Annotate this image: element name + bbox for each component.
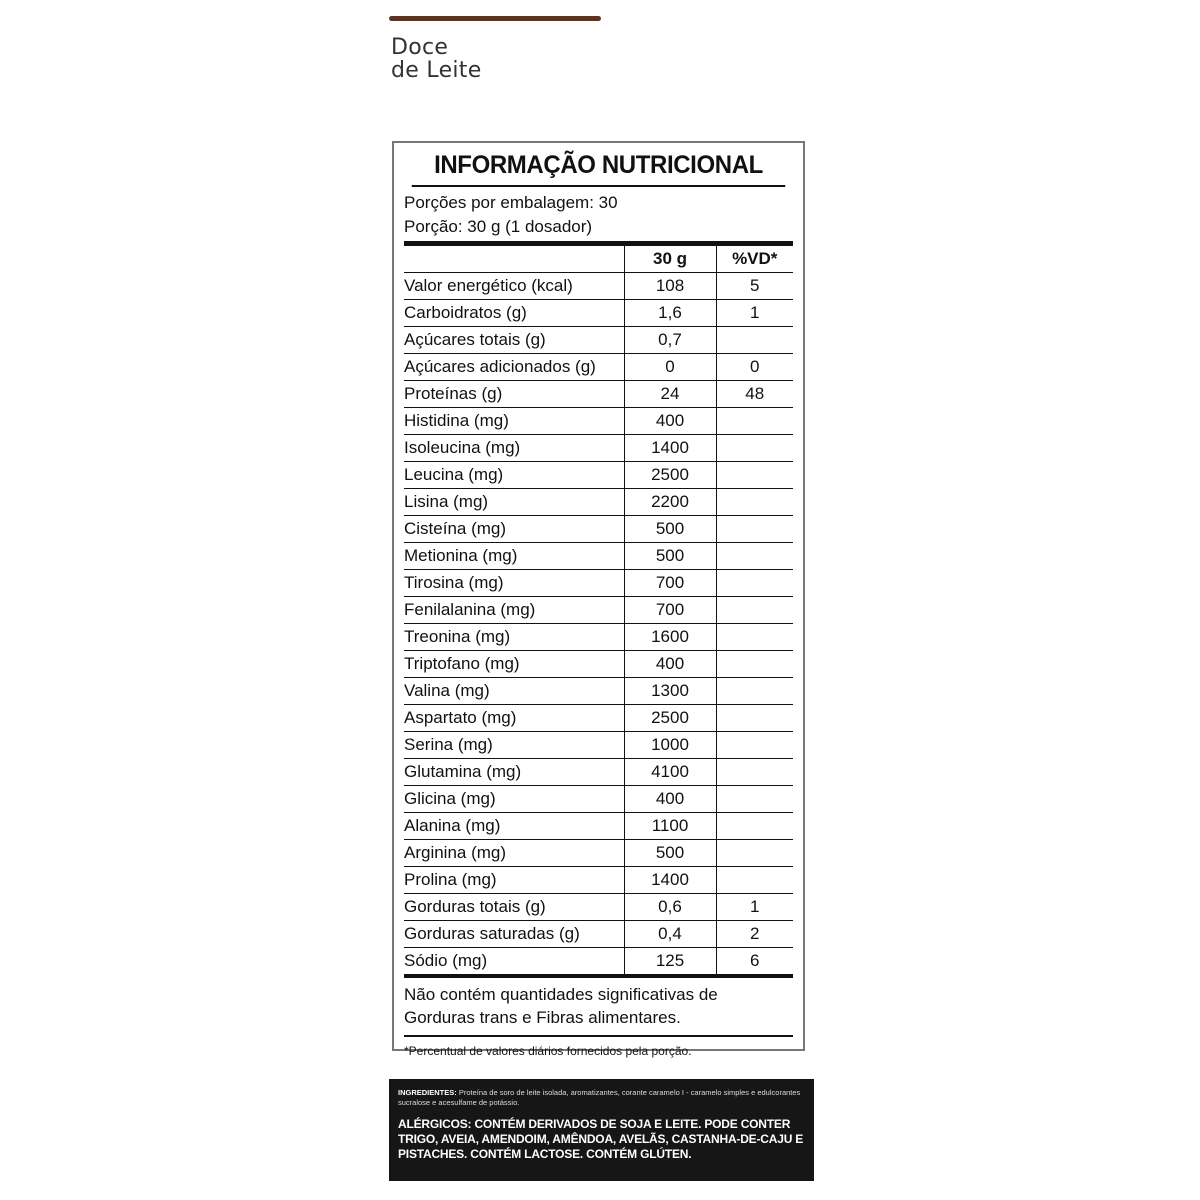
- table-row: [404, 678, 793, 705]
- nutrient-daily-value: [716, 840, 793, 867]
- nutrient-name: Fenilalanina (mg): [404, 597, 624, 624]
- nutrient-amount: 0,6: [624, 894, 716, 921]
- table-row: [404, 327, 793, 354]
- nutrient-name: Aspartato (mg): [404, 705, 624, 732]
- nutrient-daily-value: 2: [716, 921, 793, 948]
- nutrient-daily-value: [716, 543, 793, 570]
- nutrient-daily-value: [716, 786, 793, 813]
- table-row: [404, 462, 793, 489]
- nutrient-amount: 700: [624, 570, 716, 597]
- table-row: [404, 651, 793, 678]
- nutrient-amount: 1000: [624, 732, 716, 759]
- serving-info: [404, 187, 793, 241]
- header-amount: 30 g: [624, 246, 716, 273]
- nutrient-amount: 2500: [624, 705, 716, 732]
- nutrient-name: Serina (mg): [404, 732, 624, 759]
- table-row: [404, 867, 793, 894]
- nutrient-amount: 1400: [624, 435, 716, 462]
- nutrient-daily-value: [716, 867, 793, 894]
- ingredients-list: Proteína de soro de leite isolada, aromatizantes, corante caramelo I - caramelo simples e edulcorantes sucralose e acesulfame de potássio.: [398, 1088, 801, 1107]
- nutrient-amount: 1,6: [624, 300, 716, 327]
- table-row: [404, 786, 793, 813]
- nutrient-name: Glicina (mg): [404, 786, 624, 813]
- label-note: Não contém quantidades significativas de Gorduras trans e Fibras alimentares.: [404, 974, 793, 1037]
- nutrient-name: Valina (mg): [404, 678, 624, 705]
- nutrient-daily-value: 6: [716, 948, 793, 975]
- nutrient-amount: 500: [624, 516, 716, 543]
- nutrient-daily-value: [716, 705, 793, 732]
- nutrient-daily-value: [716, 651, 793, 678]
- nutrient-name: Gorduras totais (g): [404, 894, 624, 921]
- nutrient-amount: 2500: [624, 462, 716, 489]
- table-row: [404, 381, 793, 408]
- nutrition-table: [404, 246, 793, 974]
- nutrient-name: Glutamina (mg): [404, 759, 624, 786]
- table-row: [404, 948, 793, 975]
- serving-size: Porção: 30 g (1 dosador): [404, 217, 593, 236]
- nutrient-daily-value: [716, 327, 793, 354]
- nutrient-daily-value: [716, 408, 793, 435]
- nutrition-label: [392, 141, 805, 1058]
- nutrient-amount: 24: [624, 381, 716, 408]
- nutrient-daily-value: [716, 624, 793, 651]
- table-row: [404, 435, 793, 462]
- nutrient-daily-value: 1: [716, 894, 793, 921]
- table-row: [404, 408, 793, 435]
- allergens-text: ALÉRGICOS: CONTÉM DERIVADOS DE SOJA E LEITE. PODE CONTER TRIGO, AVEIA, AMENDOIM, AMÊNDOA, AVELÃS, CASTANHA-DE-CAJU E PISTACHES. CONTÉM LACTOSE. CONTÉM GLÚTEN.: [398, 1117, 804, 1161]
- header-daily-value: %VD*: [716, 246, 793, 273]
- nutrient-amount: 0,4: [624, 921, 716, 948]
- nutrient-name: Prolina (mg): [404, 867, 624, 894]
- nutrient-amount: 0,7: [624, 327, 716, 354]
- nutrient-name: Proteínas (g): [404, 381, 624, 408]
- table-row: [404, 489, 793, 516]
- table-row: [404, 732, 793, 759]
- table-row: [404, 597, 793, 624]
- table-row: [404, 813, 793, 840]
- nutrient-amount: 4100: [624, 759, 716, 786]
- nutrient-amount: 108: [624, 273, 716, 300]
- nutrient-amount: 1400: [624, 867, 716, 894]
- nutrient-amount: 2200: [624, 489, 716, 516]
- ingredients-box: [389, 1079, 814, 1181]
- table-row: [404, 705, 793, 732]
- table-row: [404, 300, 793, 327]
- nutrient-daily-value: [716, 489, 793, 516]
- flavor-name: [391, 36, 482, 82]
- nutrient-name: Leucina (mg): [404, 462, 624, 489]
- nutrient-daily-value: [716, 435, 793, 462]
- table-header-row: [404, 246, 793, 273]
- nutrient-name: Sódio (mg): [404, 951, 488, 970]
- nutrient-name: Lisina (mg): [404, 489, 624, 516]
- nutrient-name: Triptofano (mg): [404, 651, 624, 678]
- nutrient-amount: 400: [624, 408, 716, 435]
- label-title: INFORMAÇÃO NUTRICIONAL: [412, 143, 785, 187]
- nutrient-daily-value: [716, 813, 793, 840]
- table-row: [404, 759, 793, 786]
- nutrient-amount: 400: [624, 651, 716, 678]
- servings-per-package: Porções por embalagem: 30: [404, 193, 618, 212]
- table-row: [404, 354, 793, 381]
- table-row: [404, 624, 793, 651]
- nutrient-name: Açúcares totais (g): [404, 327, 624, 354]
- nutrient-amount: 500: [624, 543, 716, 570]
- nutrient-name: Arginina (mg): [404, 840, 624, 867]
- nutrient-amount: 1300: [624, 678, 716, 705]
- table-row: [404, 921, 793, 948]
- nutrient-daily-value: 1: [716, 300, 793, 327]
- ingredients-heading: INGREDIENTES:: [398, 1088, 457, 1097]
- accent-bar: [389, 16, 601, 21]
- table-row: [404, 516, 793, 543]
- nutrient-name: Histidina (mg): [404, 408, 624, 435]
- flavor-line-1: Doce: [391, 35, 449, 60]
- nutrient-name: Alanina (mg): [404, 813, 624, 840]
- nutrient-daily-value: 0: [716, 354, 793, 381]
- table-row: [404, 273, 793, 300]
- nutrient-daily-value: [716, 462, 793, 489]
- label-footnote: *Percentual de valores diários fornecidos pela porção.: [404, 1044, 692, 1058]
- nutrient-amount: 125: [624, 948, 716, 975]
- ingredients-text: [398, 1088, 805, 1108]
- nutrient-name: Metionina (mg): [404, 543, 624, 570]
- nutrient-amount: 1100: [624, 813, 716, 840]
- nutrient-daily-value: 5: [716, 273, 793, 300]
- table-row: [404, 840, 793, 867]
- table-row: [404, 543, 793, 570]
- nutrient-amount: 500: [624, 840, 716, 867]
- nutrient-name: Gorduras saturadas (g): [404, 921, 624, 948]
- nutrient-daily-value: [716, 732, 793, 759]
- nutrient-daily-value: [716, 516, 793, 543]
- nutrient-amount: 700: [624, 597, 716, 624]
- nutrient-name: Açúcares adicionados (g): [404, 354, 624, 381]
- nutrient-daily-value: [716, 597, 793, 624]
- nutrient-name: Valor energético (kcal): [404, 273, 624, 300]
- nutrient-name: Tirosina (mg): [404, 570, 624, 597]
- table-row: [404, 894, 793, 921]
- nutrient-daily-value: [716, 759, 793, 786]
- table-row: [404, 570, 793, 597]
- nutrient-amount: 1600: [624, 624, 716, 651]
- flavor-line-2: de Leite: [391, 58, 482, 83]
- nutrient-daily-value: [716, 678, 793, 705]
- nutrient-name: Cisteína (mg): [404, 516, 624, 543]
- nutrient-daily-value: 48: [716, 381, 793, 408]
- nutrient-amount: 400: [624, 786, 716, 813]
- nutrient-name: Isoleucina (mg): [404, 435, 624, 462]
- nutrient-amount: 0: [624, 354, 716, 381]
- nutrient-name: Carboidratos (g): [404, 300, 624, 327]
- nutrient-daily-value: [716, 570, 793, 597]
- nutrient-name: Treonina (mg): [404, 624, 624, 651]
- header-nutrient: [404, 246, 624, 273]
